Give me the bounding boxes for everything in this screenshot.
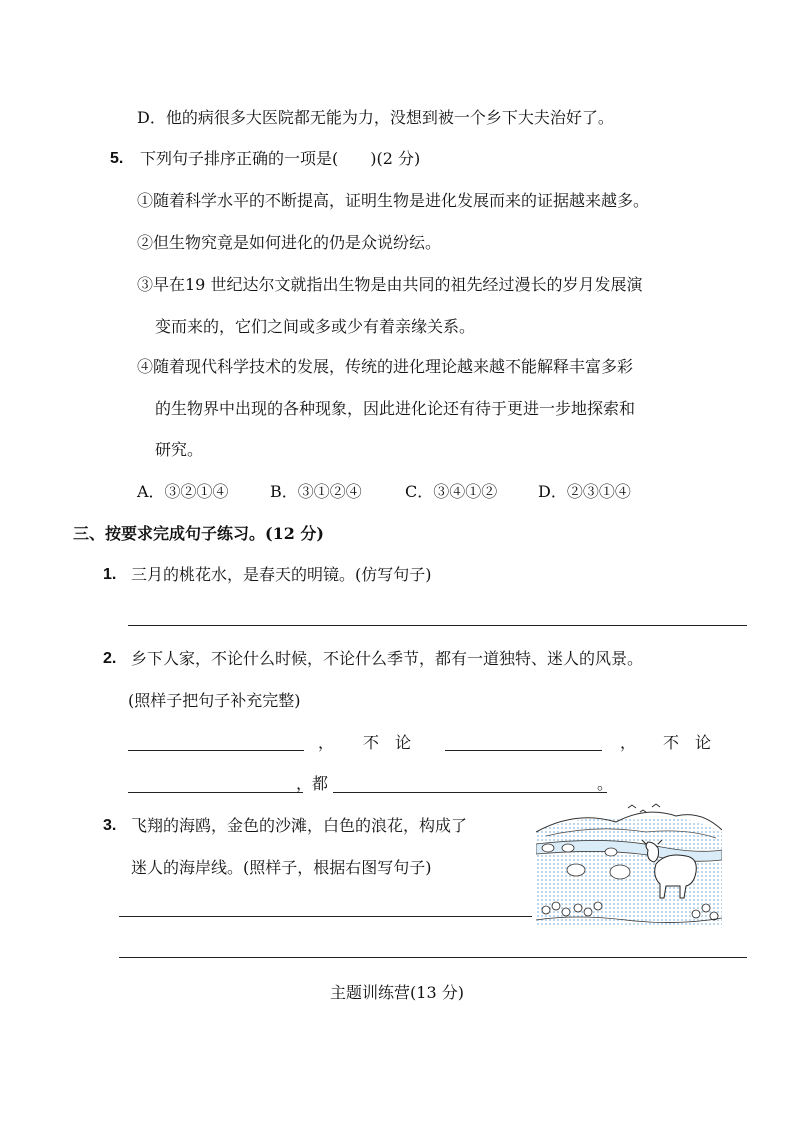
s3-q2-comma-dou: ，都: [296, 774, 329, 793]
s3-q2-blank-3[interactable]: [128, 792, 303, 793]
s3-q3-line2: 迷人的海岸线。(照样子，根据右图写句子): [131, 858, 432, 877]
q4-option-d: D．他的病很多大医院都无能为力，没想到被一个乡下大夫治好了。: [137, 108, 614, 127]
q5-stem: 下列句子排序正确的一项是( )(2 分): [140, 149, 421, 168]
q5-sentence-4-line2: 的生物界中出现的各种现象，因此进化论还有待于更进一步地探索和: [155, 399, 636, 418]
s3-q2-comma-2: ，: [620, 733, 637, 752]
s3-q3-answer-line-2[interactable]: [119, 957, 747, 958]
s3-q2-text: 乡下人家，不论什么时候，不论什么季节，都有一道独特、迷人的风景。: [131, 649, 644, 668]
pasture-cows-illustration: [536, 802, 722, 926]
s3-q2-comma-1: ，: [318, 733, 335, 752]
s3-q1-answer-line[interactable]: [128, 625, 747, 626]
q5-sentence-3-line2: 变而来的，它们之间或多或少有着亲缘关系。: [155, 317, 476, 336]
s3-q2-instruction: (照样子把句子补充完整): [128, 691, 301, 710]
s3-q3-number: 3.: [103, 817, 117, 834]
q5-number: 5.: [110, 150, 124, 167]
q5-option-d[interactable]: D．②③①④: [538, 482, 631, 501]
s3-q2-period: 。: [597, 774, 614, 793]
s3-q2-bulun-2: 不 论: [663, 733, 712, 752]
s3-q2-bulun-1: 不 论: [363, 733, 412, 752]
s3-q1-number: 1.: [103, 566, 117, 583]
s3-q2-number: 2.: [103, 650, 117, 667]
section3-title: 三、按要求完成句子练习。(12 分): [73, 524, 324, 543]
s3-q1-text: 三月的桃花水，是春天的明镜。(仿写句子): [131, 565, 432, 584]
q5-option-c[interactable]: C．③④①②: [405, 482, 498, 501]
theme-training-title: 主题训练营(13 分): [330, 983, 464, 1002]
s3-q3-line1: 飞翔的海鸥，金色的沙滩，白色的浪花，构成了: [131, 816, 468, 835]
s3-q2-blank-2[interactable]: [445, 750, 602, 751]
s3-q2-blank-4[interactable]: [333, 792, 607, 793]
q5-sentence-3-line1: ③早在19 世纪达尔文就指出生物是由共同的祖先经过漫长的岁月发展演: [137, 275, 643, 294]
q5-sentence-1: ①随着科学水平的不断提高，证明生物是进化发展而来的证据越来越多。: [137, 191, 650, 210]
s3-q3-answer-line-1[interactable]: [119, 916, 532, 917]
q5-sentence-2: ②但生物究竟是如何进化的仍是众说纷纭。: [137, 233, 442, 252]
q5-option-a[interactable]: A．③②①④: [137, 482, 229, 501]
q5-sentence-4-line1: ④随着现代科学技术的发展，传统的进化理论越来越不能解释丰富多彩: [137, 357, 634, 376]
q5-option-b[interactable]: B．③①②④: [270, 482, 362, 501]
s3-q2-blank-1[interactable]: [128, 750, 304, 751]
q5-options: [137, 482, 631, 502]
q5-sentence-4-line3: 研究。: [155, 440, 204, 459]
